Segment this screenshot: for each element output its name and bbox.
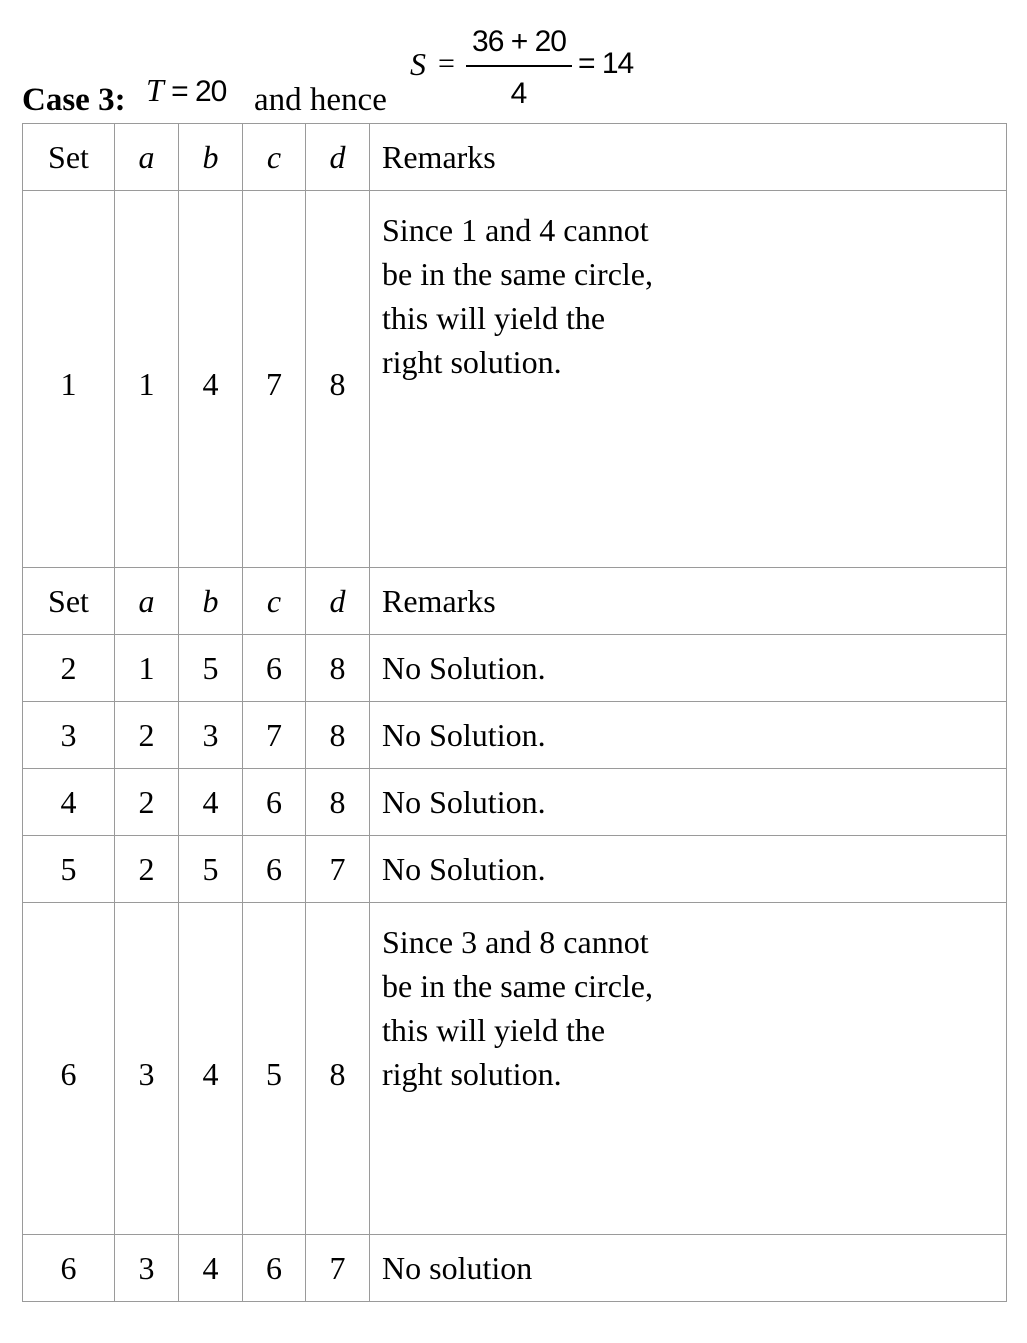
- remarks-line: this will yield the: [382, 1012, 606, 1048]
- header-b: b: [179, 568, 243, 635]
- remarks-line: Since 3 and 8 cannot: [382, 924, 649, 960]
- s-result: = 14: [578, 47, 634, 80]
- cell-a: 2: [115, 836, 179, 903]
- header-set: Set: [23, 568, 115, 635]
- cell-b: 5: [179, 635, 243, 702]
- cell-b: 4: [179, 903, 243, 1235]
- cell-d: 8: [306, 769, 370, 836]
- cell-c: 7: [243, 702, 306, 769]
- fraction-denominator: 4: [510, 77, 528, 110]
- cell-d: 7: [306, 836, 370, 903]
- sets-table: [22, 123, 1007, 1302]
- cell-a: 3: [115, 903, 179, 1235]
- cell-d: 8: [306, 903, 370, 1235]
- cell-a: 2: [115, 702, 179, 769]
- cell-remarks: No Solution.: [370, 769, 1007, 836]
- remarks-line: this will yield the: [382, 300, 606, 336]
- cell-c: 6: [243, 1235, 306, 1302]
- cell-a: 3: [115, 1235, 179, 1302]
- table-row: [23, 702, 1007, 769]
- header-c: c: [243, 124, 306, 191]
- remarks-line: right solution.: [382, 1056, 562, 1092]
- table-row: [23, 836, 1007, 903]
- cell-set: 3: [23, 702, 115, 769]
- s-variable: S: [410, 46, 426, 82]
- cell-d: 7: [306, 1235, 370, 1302]
- cell-b: 5: [179, 836, 243, 903]
- cell-c: 6: [243, 769, 306, 836]
- table-header-row: [23, 568, 1007, 635]
- connector-text: and hence: [254, 82, 387, 118]
- cell-set: 5: [23, 836, 115, 903]
- remarks-line: be in the same circle,: [382, 256, 653, 292]
- cell-set: 6: [23, 903, 115, 1235]
- cell-b: 4: [179, 769, 243, 836]
- t-equation: [146, 70, 226, 112]
- cell-b: 4: [179, 191, 243, 568]
- table-row: [23, 903, 1007, 1235]
- fraction-bar: [466, 65, 572, 67]
- cell-set: 4: [23, 769, 115, 836]
- cell-b: 3: [179, 702, 243, 769]
- t-value: = 20: [163, 75, 227, 108]
- cell-a: 1: [115, 635, 179, 702]
- remarks-line: Since 1 and 4 cannot: [382, 212, 649, 248]
- remarks-line: be in the same circle,: [382, 968, 653, 1004]
- cell-d: 8: [306, 702, 370, 769]
- table-row: [23, 635, 1007, 702]
- cell-c: 5: [243, 903, 306, 1235]
- table-header-row: [23, 124, 1007, 191]
- remarks-line: right solution.: [382, 344, 562, 380]
- cell-c: 6: [243, 836, 306, 903]
- cell-remarks: No solution: [370, 1235, 1007, 1302]
- header-a: a: [115, 568, 179, 635]
- fraction-numerator: 36 + 20: [472, 25, 566, 58]
- cell-set: 6: [23, 1235, 115, 1302]
- cell-set: 1: [23, 191, 115, 568]
- cell-c: 7: [243, 191, 306, 568]
- t-variable: T: [146, 72, 164, 108]
- table-row: [23, 1235, 1007, 1302]
- header-b: b: [179, 124, 243, 191]
- cell-set: 2: [23, 635, 115, 702]
- header-c: c: [243, 568, 306, 635]
- header-a: a: [115, 124, 179, 191]
- case-label: Case 3:: [22, 82, 126, 118]
- cell-a: 1: [115, 191, 179, 568]
- cell-a: 2: [115, 769, 179, 836]
- header-remarks: Remarks: [370, 568, 1007, 635]
- cell-remarks: [370, 903, 1007, 1235]
- cell-remarks: No Solution.: [370, 702, 1007, 769]
- cell-remarks: [370, 191, 1007, 568]
- header-d: d: [306, 124, 370, 191]
- cell-b: 4: [179, 1235, 243, 1302]
- cell-remarks: No Solution.: [370, 635, 1007, 702]
- cell-c: 6: [243, 635, 306, 702]
- s-equals-sign: =: [438, 47, 455, 80]
- cell-d: 8: [306, 635, 370, 702]
- table-row: [23, 191, 1007, 568]
- table-row: [23, 769, 1007, 836]
- header-remarks: Remarks: [370, 124, 1007, 191]
- header-d: d: [306, 568, 370, 635]
- header-set: Set: [23, 124, 115, 191]
- cell-d: 8: [306, 191, 370, 568]
- cell-remarks: No Solution.: [370, 836, 1007, 903]
